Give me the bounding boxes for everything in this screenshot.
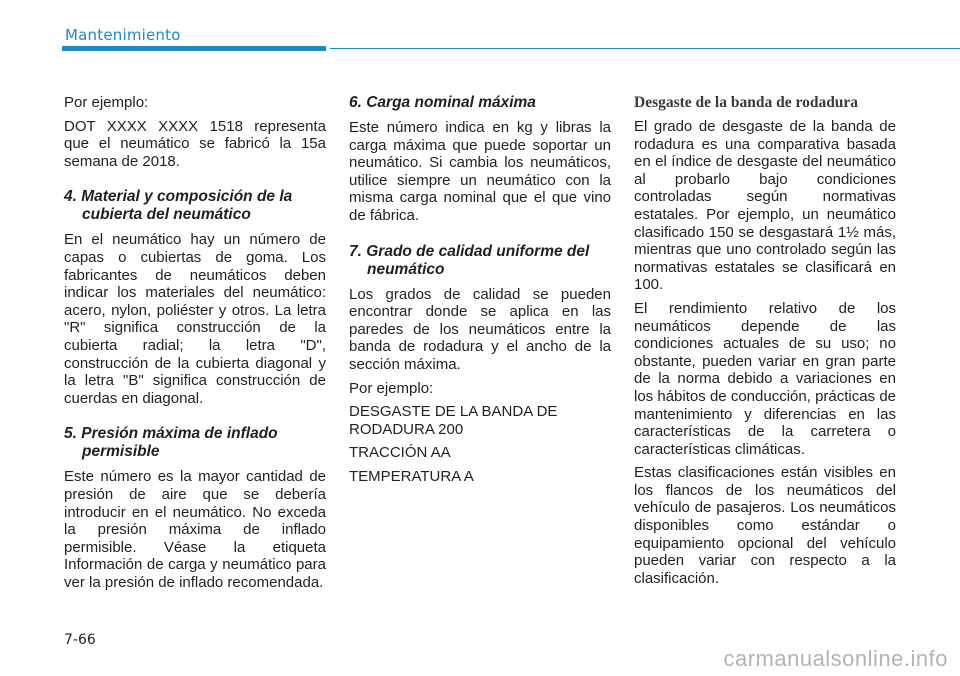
column-3 (634, 94, 896, 593)
header-rule-thick (62, 46, 326, 51)
watermark: carmanualsonline.info (723, 646, 948, 671)
paragraph: El rendimiento relativo de los neumáticos depende de las condiciones actuales de su uso; no obstante, pueden variar en gran parte de la norma debido a variaciones en los hábitos de conducción, prácticas de mantenimiento y diferencias en las características de la carretera o características climáticas. (634, 299, 896, 458)
header-rule-thin (330, 48, 960, 49)
paragraph: Por ejemplo: (349, 379, 434, 397)
heading-material-composition: 4. Material y composición de la cubierta del neumático (64, 188, 293, 224)
paragraph: Estas clasificaciones están visibles en los flancos de los neumáticos del vehículo de pasajeros. Los neumáticos disponibles como estándar o equipamiento opcional del vehículo pueden variar con respecto a la clasificación. (634, 464, 896, 587)
paragraph: Los grados de calidad se pueden encontrar donde se aplica en las paredes de los neumáticos entre la banda de rodadura y el ancho de la sección máxima. (349, 285, 611, 373)
heading-tread-wear: Desgaste de la banda de rodadura (634, 94, 859, 111)
page-number: 7-66 (64, 632, 96, 648)
paragraph: TEMPERATURA A (349, 467, 474, 485)
paragraph: TRACCIÓN AA (349, 444, 451, 462)
heading-uniform-quality-grade: 7. Grado de calidad uniforme del neumático (349, 242, 590, 278)
paragraph: DOT XXXX XXXX 1518 representa que el neumático se fabricó la 15a semana de 2018. (64, 117, 326, 170)
column-2 (349, 94, 611, 492)
column-1 (64, 94, 326, 597)
paragraph: En el neumático hay un número de capas o cubiertas de goma. Los fabricantes de neumáticos deben indicar los materiales del neumático: acero, nylon, poliéster y otros. La letra "R" significa construcción de la cubierta radial; la letra "D", construcción de la cubierta diagonal y la letra "B" significa construcción de cuerdas en diagonal. (64, 231, 326, 407)
paragraph: El grado de desgaste de la banda de rodadura es una comparativa basada en el índice de desgaste del neumático al probarlo bajo condiciones controladas según normativas estatales. Por ejemplo, un neumático clasificado 150 se desgastará 1½ más, mientras que uno controlado según las normativas estatales se clasificará en 100. (634, 118, 896, 294)
paragraph: Este número indica en kg y libras la carga máxima que puede soportar un neumático. Si cambia los neumáticos, utilice siempre un neumático con la misma carga nominal que el que vino de fábrica. (349, 119, 611, 224)
heading-max-inflation-pressure: 5. Presión máxima de inflado permisible (64, 425, 278, 461)
paragraph: DESGASTE DE LA BANDA DE RODADURA 200 (349, 403, 558, 438)
heading-max-load: 6. Carga nominal máxima (349, 94, 536, 111)
section-title: Mantenimiento (65, 26, 181, 44)
paragraph: Este número es la mayor cantidad de presión de aire que se debería introducir en el neumático. No exceda la presión máxima de inflado permisible. Véase la etiqueta Información de carga y neumático para ver la presión de inflado recomendada. (64, 468, 326, 591)
paragraph: Por ejemplo: (64, 94, 149, 111)
